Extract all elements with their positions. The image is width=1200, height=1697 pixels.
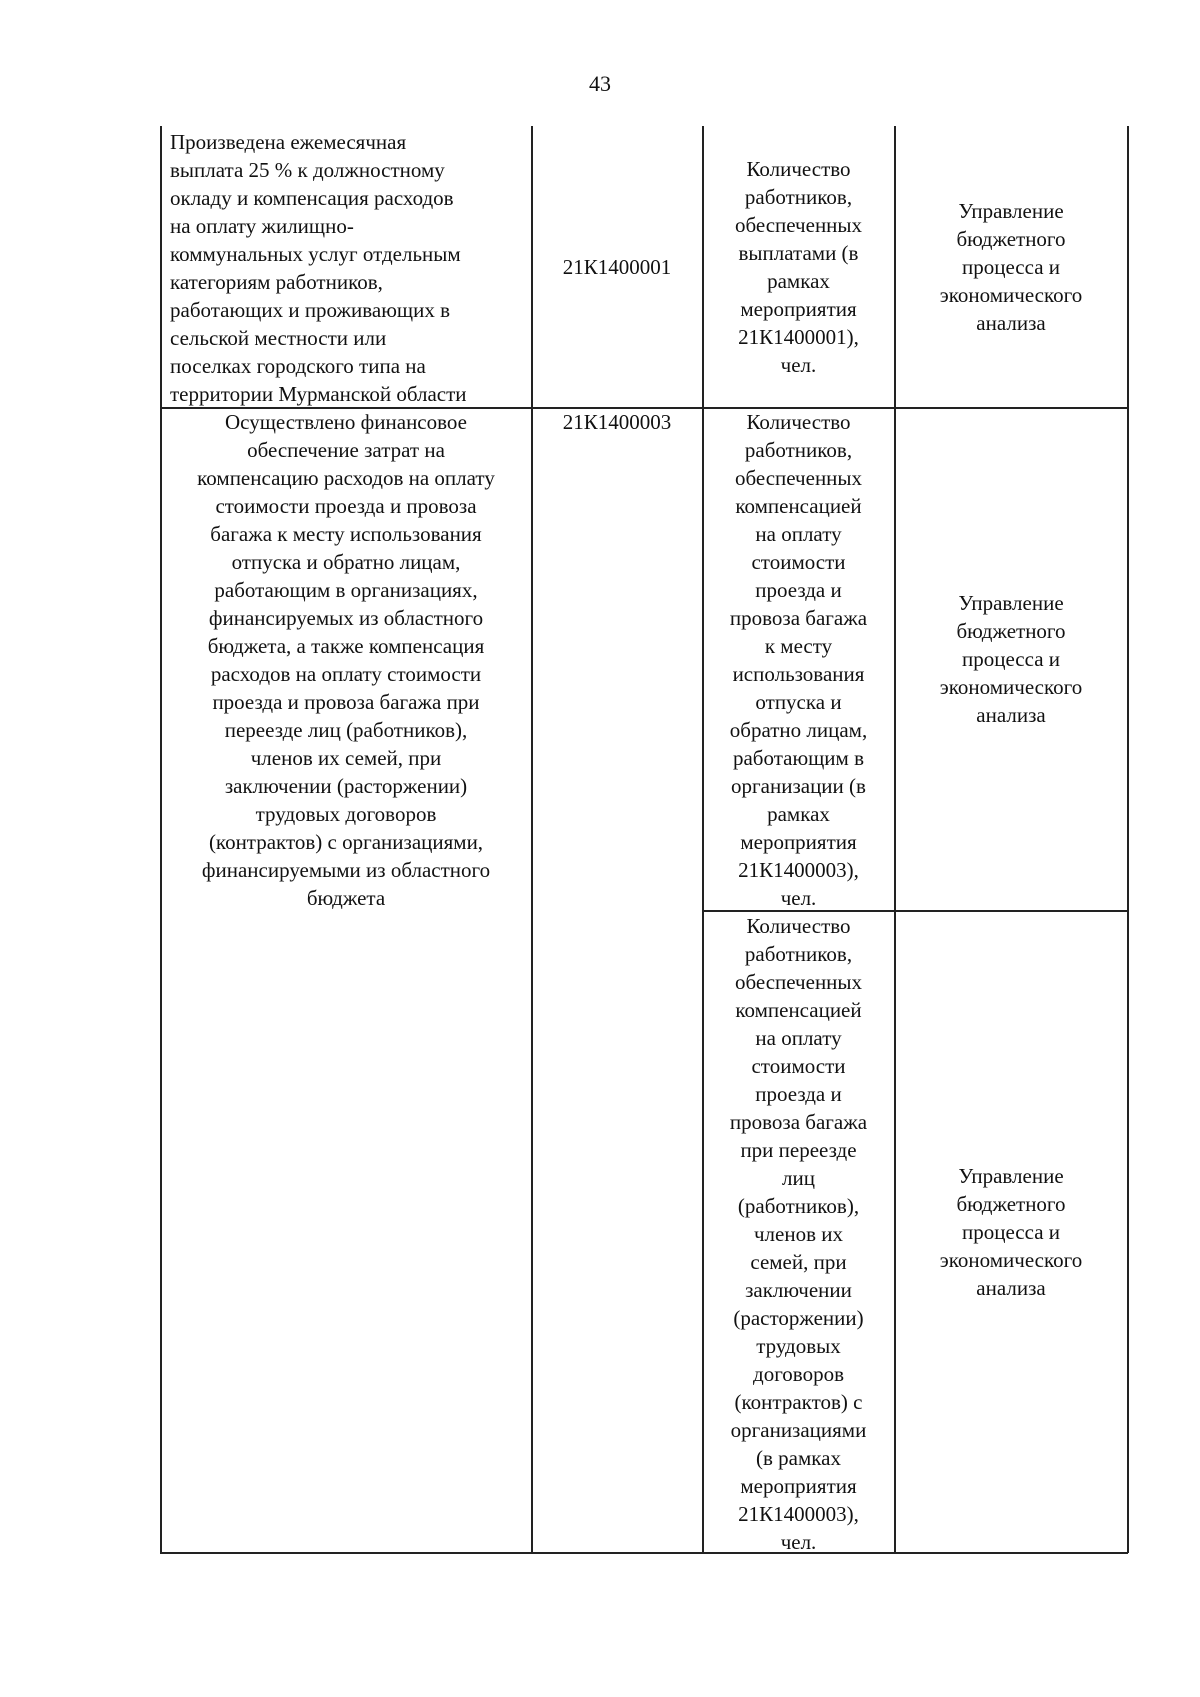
indicator-cell-1: Количество работников, обеспеченных выплатами (в рамках мероприятия 21К1400001), чел. (734, 156, 863, 377)
code-cell-2: 21К1400003 (562, 410, 672, 434)
code-cell-1: 21К1400001 (562, 254, 672, 279)
indicator-cell-3: Количество работников, обеспеченных компенсацией на оплату стоимости проезда и провоза багажа при переезде лиц (работников), членов их семей, при заключении (расторжении) трудовых договоров (контрактов) с организациями (в рамках мероприятия 21К1400003), чел. (729, 914, 868, 1554)
table-border-right (1127, 126, 1129, 1553)
page-number: 43 (589, 71, 611, 96)
indicator-cell-2: Количество работников, обеспеченных компенсацией на оплату стоимости проезда и провоза багажа к месту использования отпуска и обратно лицам, работающим в организации (в рамках мероприятия 21К1400003), чел. (729, 410, 868, 910)
measures-table (160, 126, 1128, 1553)
result-cell-2: Осуществлено финансовое обеспечение затрат на компенсацию расходов на оплату стоимости проезда и провоза багажа к месту использования отпуска и обратно лицам, работающим в организациях, финансируемых из областного бюджета, а также компенсация расходов на оплату стоимости проезда и провоза багажа при переезде лиц (работников), членов их семей, при заключении (расторжении) трудовых договоров (контрактов) с организациями, финансируемыми из областного бюджета (197, 410, 495, 910)
table-border-bottom (160, 1552, 1128, 1554)
responsible-cell-1: Управление бюджетного процесса и экономического анализа (939, 198, 1083, 335)
responsible-cell-3: Управление бюджетного процесса и экономического анализа (939, 1164, 1083, 1300)
responsible-cell-2: Управление бюджетного процесса и экономического анализа (939, 591, 1083, 727)
result-cell-1: Произведена ежемесячная выплата 25 % к должностному окладу и компенсация расходов на оплату жилищно- коммунальных услуг отдельным категориям работников, работающих и проживающих в сельской местности или поселках городского типа на территории Мурманской области (170, 130, 467, 406)
